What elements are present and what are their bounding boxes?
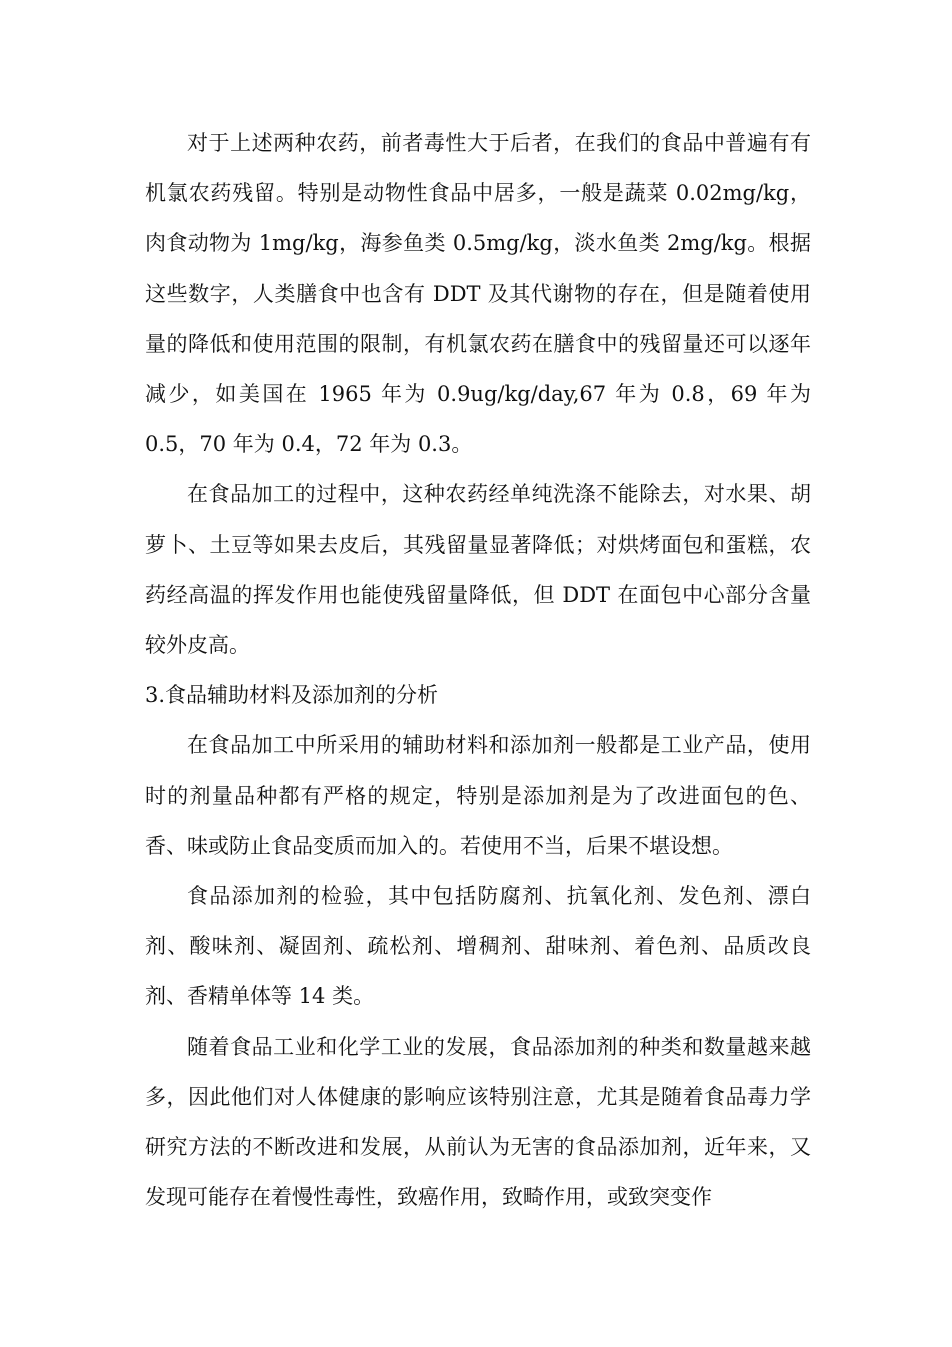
paragraph-additive-inspection: 食品添加剂的检验，其中包括防腐剂、抗氧化剂、发色剂、漂白剂、酸味剂、凝固剂、疏松剂、增稠剂、甜味剂、着色剂、品质改良剂、香精单体等 14 类。 bbox=[145, 884, 811, 1009]
paragraph-auxiliary-materials: 在食品加工中所采用的辅助材料和添加剂一般都是工业产品，使用时的剂量品种都有严格的规定，特别是添加剂是为了改进面包的色、香、味或防止食品变质而加入的。若使用不当，后果不堪设想。 bbox=[145, 733, 811, 858]
section-heading-additives: 3.食品辅助材料及添加剂的分析 bbox=[145, 683, 439, 708]
paragraph-organochlorine-residue: 对于上述两种农药，前者毒性大于后者，在我们的食品中普遍有有机氯农药残留。特别是动物性食品中居多，一般是蔬菜 0.02mg/kg，肉食动物为 1mg/kg，海参鱼类 0.5mg/kg，淡水鱼类 2mg/kg。根据这些数字，人类膳食中也含有 DDT 及其代谢物的存在，但是随着使用量的降低和使用范围的限制，有机氯农药在膳食中的残留量还可以逐年减少，如美国在 1965 年为 0.9ug/kg/day,67 年为 0.8，69 年为 0.5，70 年为 0.4，72 年为 0.3。 bbox=[145, 131, 811, 457]
paragraph-additive-health: 随着食品工业和化学工业的发展，食品添加剂的种类和数量越来越多，因此他们对人体健康的影响应该特别注意，尤其是随着食品毒力学研究方法的不断改进和发展，从前认为无害的食品添加剂，近年来，又发现可能存在着慢性毒性，致癌作用，致畸作用，或致突变作 bbox=[145, 1034, 811, 1210]
paragraph-food-processing: 在食品加工的过程中，这种农药经单纯洗涤不能除去，对水果、胡萝卜、土豆等如果去皮后，其残留量显著降低；对烘烤面包和蛋糕，农药经高温的挥发作用也能使残留量降低，但 DDT 在面包中心部分含量较外皮高。 bbox=[145, 482, 811, 658]
document-body bbox=[145, 118, 811, 1222]
